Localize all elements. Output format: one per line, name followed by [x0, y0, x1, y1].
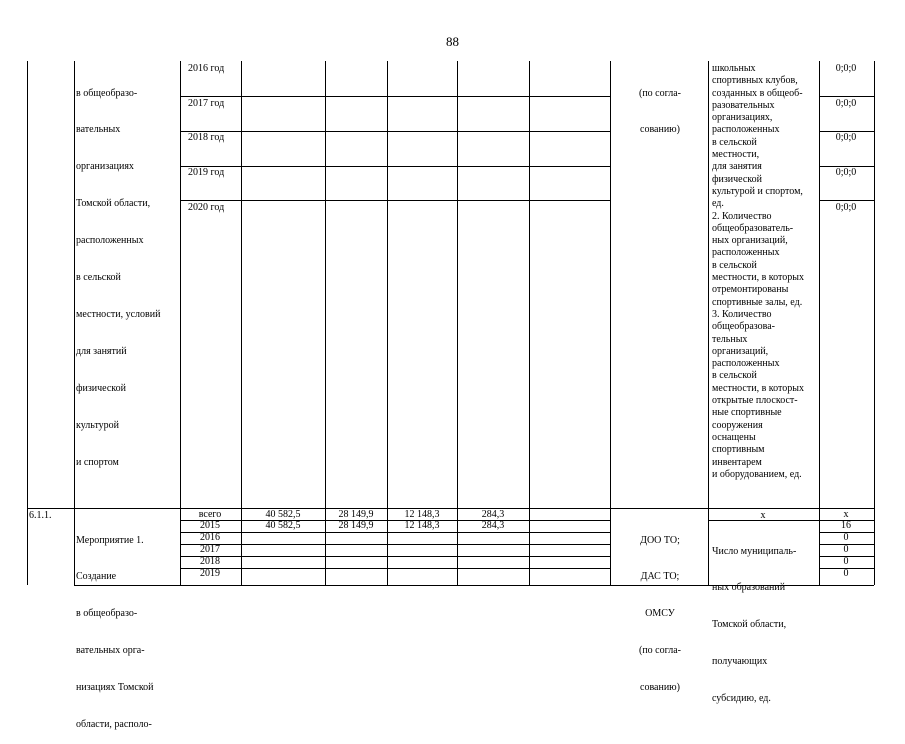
- grid-hline: [180, 166, 610, 167]
- row-value: 16: [841, 520, 851, 531]
- indicator-line: субсидию, ед.: [712, 693, 771, 705]
- grid-hline: [180, 96, 610, 97]
- value-2020: 0;0;0: [835, 202, 857, 213]
- row-c1: 40 582,5: [265, 509, 301, 520]
- row-period: 2018: [200, 556, 220, 567]
- row-value: 0: [843, 544, 849, 555]
- name-line: в сельской: [76, 272, 121, 284]
- name-line: и спортом: [76, 456, 119, 468]
- executor-line: ОМСУ: [645, 608, 675, 620]
- upper-name: [76, 63, 160, 481]
- grid-vline: [457, 61, 458, 585]
- value-2017: 0;0;0: [835, 98, 857, 109]
- row-value: 0: [843, 532, 849, 543]
- indicator-top: x: [760, 510, 766, 521]
- lower-name: [76, 510, 154, 744]
- year-2016: 2016 год: [188, 63, 225, 74]
- grid-hline: [180, 131, 610, 132]
- name-line: вательных: [76, 124, 121, 136]
- row-c4: 284,3: [481, 509, 505, 520]
- name-line: Мероприятие 1.: [76, 534, 144, 546]
- indicator-line: в сельской: [712, 136, 757, 148]
- value-2018: 0;0;0: [835, 132, 857, 143]
- grid-hline: [180, 544, 610, 545]
- name-line: организациях: [76, 161, 134, 173]
- row-c4: 284,3: [481, 520, 505, 531]
- indicator-line: ных организаций,: [712, 235, 788, 247]
- year-2017: 2017 год: [188, 98, 225, 109]
- grid-hline: [180, 568, 610, 569]
- indicator-line: в сельской: [712, 370, 757, 382]
- indicator-line: в сельской: [712, 259, 757, 271]
- lower-executor: [612, 510, 708, 707]
- indicator-line: общеобразова-: [712, 321, 776, 333]
- executor-line: сованию): [640, 124, 680, 136]
- indicator-line: ед.: [712, 198, 724, 210]
- indicator-line: физической: [712, 173, 762, 185]
- grid-vline: [708, 61, 709, 585]
- indicator-line: для занятия: [712, 161, 762, 173]
- indicator-line: местности, в которых: [712, 272, 804, 284]
- indicator-line: расположенных: [712, 358, 780, 370]
- indicator-line: сооружения: [712, 419, 763, 431]
- indicator-line: созданных в общеоб-: [712, 87, 803, 99]
- grid-vline: [74, 61, 75, 585]
- year-2018: 2018 год: [188, 132, 225, 143]
- executor-line: (по согла-: [639, 87, 681, 99]
- name-line: области, располо-: [76, 719, 152, 731]
- indicator-line: тельных: [712, 333, 748, 345]
- indicator-line: ных образований: [712, 582, 786, 594]
- indicator-line: спортивные залы, ед.: [712, 296, 803, 308]
- indicator-line: организаций,: [712, 345, 769, 357]
- year-2020: 2020 год: [188, 202, 225, 213]
- grid-hline: [180, 200, 610, 201]
- name-line: в общеобразо-: [76, 87, 138, 99]
- indicator-line: местности, в которых: [712, 382, 804, 394]
- indicator-line: инвентарем: [712, 456, 762, 468]
- name-line: в общеобразо-: [76, 608, 138, 620]
- executor-line: (по согла-: [639, 645, 681, 657]
- indicator-line: спортивных клубов,: [712, 75, 798, 87]
- page-number: 88: [446, 34, 459, 49]
- indicator-line: получающих: [712, 656, 768, 668]
- indicator-line: оснащены: [712, 431, 756, 443]
- grid-hline: [180, 556, 610, 557]
- indicator-line: Томской области,: [712, 619, 787, 631]
- indicator-line: и оборудованием, ед.: [712, 468, 802, 480]
- grid-vline: [241, 61, 242, 585]
- row-c3: 12 148,3: [404, 509, 440, 520]
- indicator-line: культурой и спортом,: [712, 185, 803, 197]
- executor-line: сованию): [640, 682, 680, 694]
- row-period: 2017: [200, 544, 220, 555]
- name-line: расположенных: [76, 235, 144, 247]
- row-c1: 40 582,5: [265, 520, 301, 531]
- grid-vline: [529, 61, 530, 585]
- indicator-line: 2. Количество: [712, 210, 772, 222]
- name-line: физической: [76, 382, 126, 394]
- indicator-line: разовательных: [712, 99, 775, 111]
- indicator-line: открытые плоскост-: [712, 395, 798, 407]
- upper-indicators: [712, 63, 804, 481]
- row-c2: 28 149,9: [338, 509, 374, 520]
- indicator-line: расположенных: [712, 247, 780, 259]
- indicator-line: отремонтированы: [712, 284, 789, 296]
- grid-vline: [874, 61, 875, 585]
- row-c2: 28 149,9: [338, 520, 374, 531]
- measure-code: 6.1.1.: [29, 510, 52, 521]
- value-2019: 0;0;0: [835, 167, 857, 178]
- name-line: Томской области,: [76, 198, 151, 210]
- grid-vline: [610, 61, 611, 585]
- row-period: 2016: [200, 532, 220, 543]
- name-line: Создание: [76, 571, 117, 583]
- grid-vline: [180, 61, 181, 585]
- row-value: 0: [843, 556, 849, 567]
- lower-indicators: [712, 521, 796, 718]
- row-c3: 12 148,3: [404, 520, 440, 531]
- indicator-line: спортивным: [712, 444, 765, 456]
- indicator-line: местности,: [712, 149, 760, 161]
- indicator-line: общеобразователь-: [712, 222, 794, 234]
- row-value: 0: [843, 568, 849, 579]
- grid-vline: [27, 61, 28, 585]
- row-period: 2015: [200, 520, 220, 531]
- name-line: низациях Томской: [76, 682, 154, 694]
- grid-hline: [819, 200, 874, 201]
- value-2016: 0;0;0: [835, 63, 857, 74]
- indicator-line: школьных: [712, 63, 756, 74]
- name-line: культурой: [76, 419, 120, 431]
- indicator-line: 3. Количество: [712, 308, 772, 320]
- name-line: вательных орга-: [76, 645, 145, 657]
- grid-vline: [325, 61, 326, 585]
- row-value: x: [843, 509, 849, 520]
- indicator-line: Число муниципаль-: [712, 545, 797, 557]
- indicator-line: расположенных: [712, 124, 780, 136]
- name-line: местности, условий: [76, 308, 161, 320]
- grid-hline: [819, 96, 874, 97]
- row-period: всего: [198, 509, 222, 520]
- executor-line: ДОО ТО;: [640, 534, 680, 546]
- year-2019: 2019 год: [188, 167, 225, 178]
- indicator-line: ные спортивные: [712, 407, 782, 419]
- row-period: 2019: [200, 568, 220, 579]
- name-line: для занятий: [76, 345, 127, 357]
- grid-vline: [387, 61, 388, 585]
- executor-line: ДАС ТО;: [640, 571, 680, 583]
- upper-executor: [612, 63, 708, 149]
- indicator-line: организациях,: [712, 112, 773, 124]
